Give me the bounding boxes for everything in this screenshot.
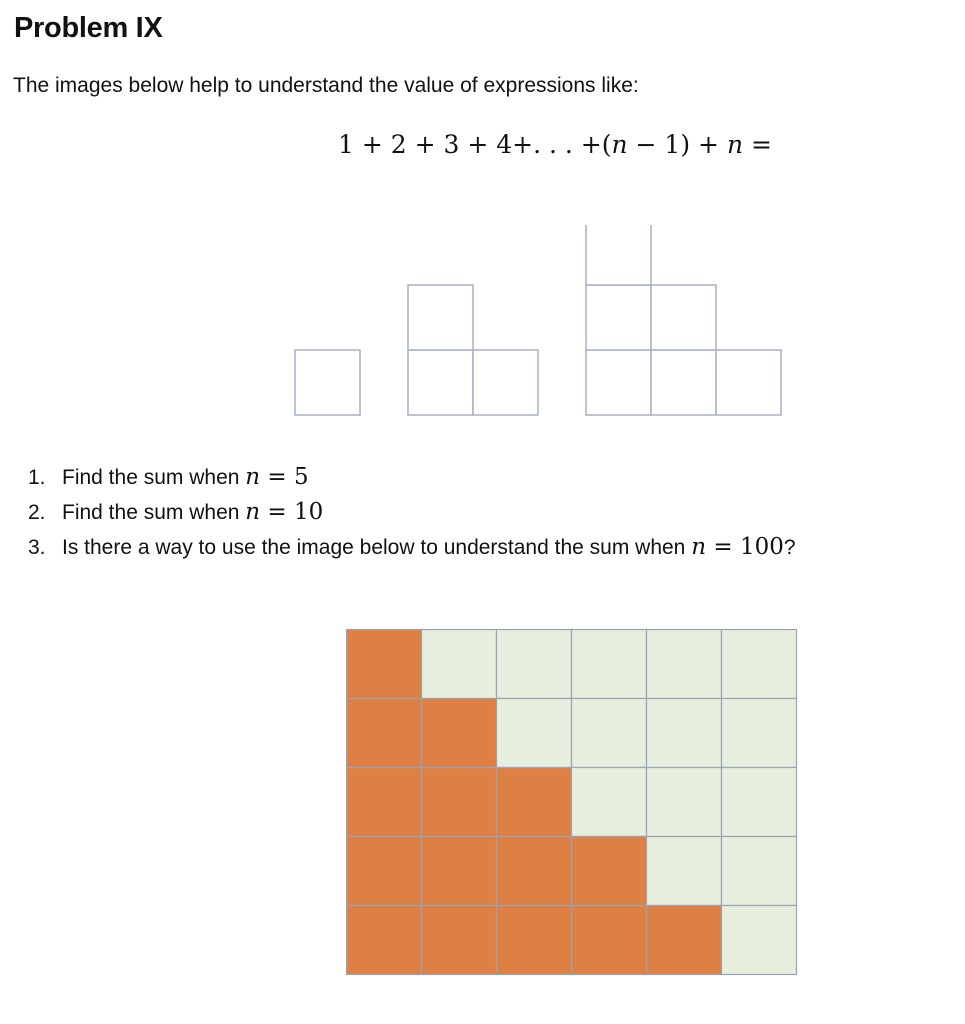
grid-cell-empty [497,699,572,768]
question-math [691,534,784,560]
grid-cell-filled [647,906,722,975]
question-text: Find the sum when [62,501,246,524]
math-rel: = [260,499,294,525]
grid-cell-filled [422,906,497,975]
math-rel: = [260,464,294,490]
formula-var-n: n [726,130,744,159]
grid-cell-empty [722,699,797,768]
staircase-square [408,350,473,415]
staircase-3 [586,225,781,415]
staircase-square [716,350,781,415]
question-text: Find the sum when [62,466,246,489]
grid-cell-filled [422,699,497,768]
staircase-figures [290,225,795,420]
formula-var-n: n [611,130,628,159]
staircase-square [586,285,651,350]
grid-cell-filled [422,768,497,837]
staircase-square [586,350,651,415]
staircase-square [586,225,651,285]
grid-cell-empty [572,630,647,699]
staircase-2 [408,285,538,415]
grid-cell-empty [422,630,497,699]
question-number: 1. [28,466,46,489]
math-var: n [691,534,707,560]
staircase-square [651,350,716,415]
math-value: 100 [739,534,784,560]
question-item [28,460,796,495]
staircase-square [473,350,538,415]
grid-cell-filled [347,630,422,699]
grid-cell-filled [347,699,422,768]
sum-formula [338,130,772,159]
question-item [28,495,796,530]
formula-middle: − 1) + [627,130,727,159]
question-text: Is there a way to use the image below to understand the sum when [62,536,692,559]
grid-cell-filled [422,837,497,906]
grid-cell-empty [647,768,722,837]
staircase-square [651,285,716,350]
grid-cell-empty [647,630,722,699]
question-tail: ? [783,536,796,559]
question-item [28,530,796,565]
grid-cell-empty [647,699,722,768]
question-list [28,460,796,565]
math-var: n [245,499,261,525]
grid-cell-empty [722,768,797,837]
grid-cell-filled [497,768,572,837]
intro-text: The images below help to understand the value of expressions like: [13,74,639,97]
grid-cell-filled [572,906,647,975]
grid-cell-empty [722,630,797,699]
question-number: 2. [28,501,46,524]
math-value: 10 [294,499,324,525]
question-math [245,499,323,525]
question-number: 3. [28,536,46,559]
grid-cell-empty [722,837,797,906]
grid-cell-empty [497,630,572,699]
grid-cell-empty [722,906,797,975]
grid-cell-filled [497,837,572,906]
grid-cell-filled [572,837,647,906]
grid-cell-filled [347,837,422,906]
formula-start: 1 + 2 + 3 + 4+. . . +( [338,130,612,159]
grid-cell-empty [572,768,647,837]
grid-cell-filled [347,906,422,975]
grid-cell-empty [647,837,722,906]
math-rel: = [706,534,740,560]
question-math [245,464,308,490]
staircase-1 [295,350,360,415]
staircase-square [295,350,360,415]
triangular-number-grid [345,628,798,976]
grid-cell-filled [497,906,572,975]
staircase-square [408,285,473,350]
formula-equals: = [743,130,772,159]
math-var: n [245,464,261,490]
grid-cell-empty [572,699,647,768]
math-value: 5 [294,464,309,490]
grid-cell-filled [347,768,422,837]
problem-title: Problem IX [14,12,163,44]
